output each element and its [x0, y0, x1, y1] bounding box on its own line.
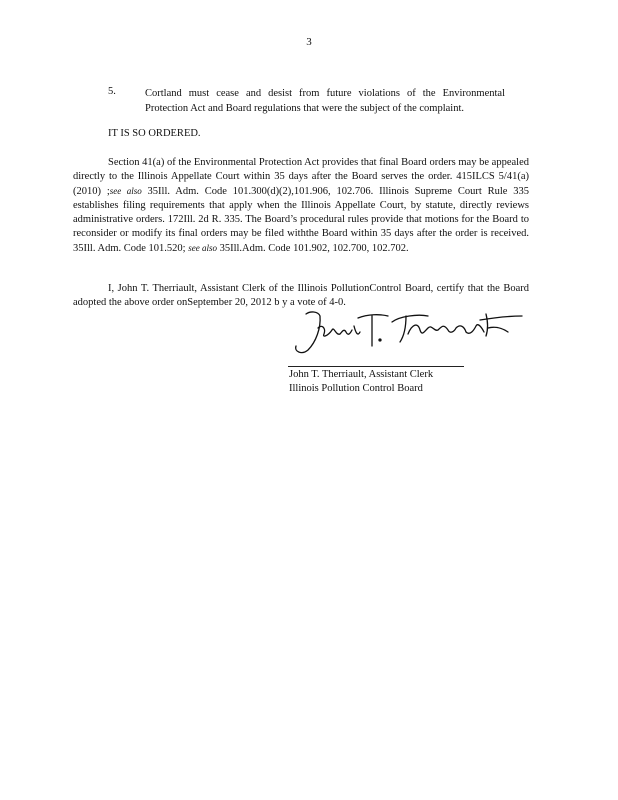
signer-name-title: John T. Therriault, Assistant Clerk: [289, 369, 434, 380]
appeal-text-part3: 35Ill.Adm. Code 101.902, 102.700, 102.702.: [216, 243, 409, 254]
order-item-text: Cortland must cease and desist from future violations of the Environmental Protection Act and Board regulations that were the subject of the complaint.: [145, 88, 505, 114]
see-also-citation: see also: [188, 243, 217, 253]
signature-line: [288, 366, 464, 367]
certification-text: I, John T. Therriault, Assistant Clerk of the Illinois PollutionControl Board, certify that the Board adopted the above order onSeptember 20, 2012 b y a vote of 4-0.: [73, 283, 529, 308]
see-also-citation: see also: [109, 186, 142, 196]
signer-organization: Illinois Pollution Control Board: [289, 383, 423, 394]
appeal-text-part2: 35Ill. Adm. Code 101.300(d)(2),101.906, 102.706. Illinois Supreme Court Rule 335 establishes filing requirements that apply when the Illinois Appellate Court, by statute, directly reviews administrative orders. 172Ill. 2d R. 335. The Board’s procedural rules provide that motions for the Board to reconsider or modify its final orders may be filed withthe Board within 35 days after the order is received. 35Ill. Adm. Code 101.520;: [73, 186, 529, 254]
order-item-number: 5.: [108, 86, 116, 97]
appeal-text-part1: Section 41(a) of the Environmental Protection Act provides that final Board orders may be appealed directly to the Illinois Appellate Court within 35 days after the Board serves the order. 415ILCS 5/41(a) (2010) ;: [73, 157, 529, 197]
signature-block: [289, 368, 433, 396]
handwritten-signature: [288, 306, 528, 358]
page-number: 3: [306, 36, 312, 48]
so-ordered-statement: IT IS SO ORDERED.: [108, 128, 201, 139]
appeal-paragraph: [73, 156, 529, 256]
